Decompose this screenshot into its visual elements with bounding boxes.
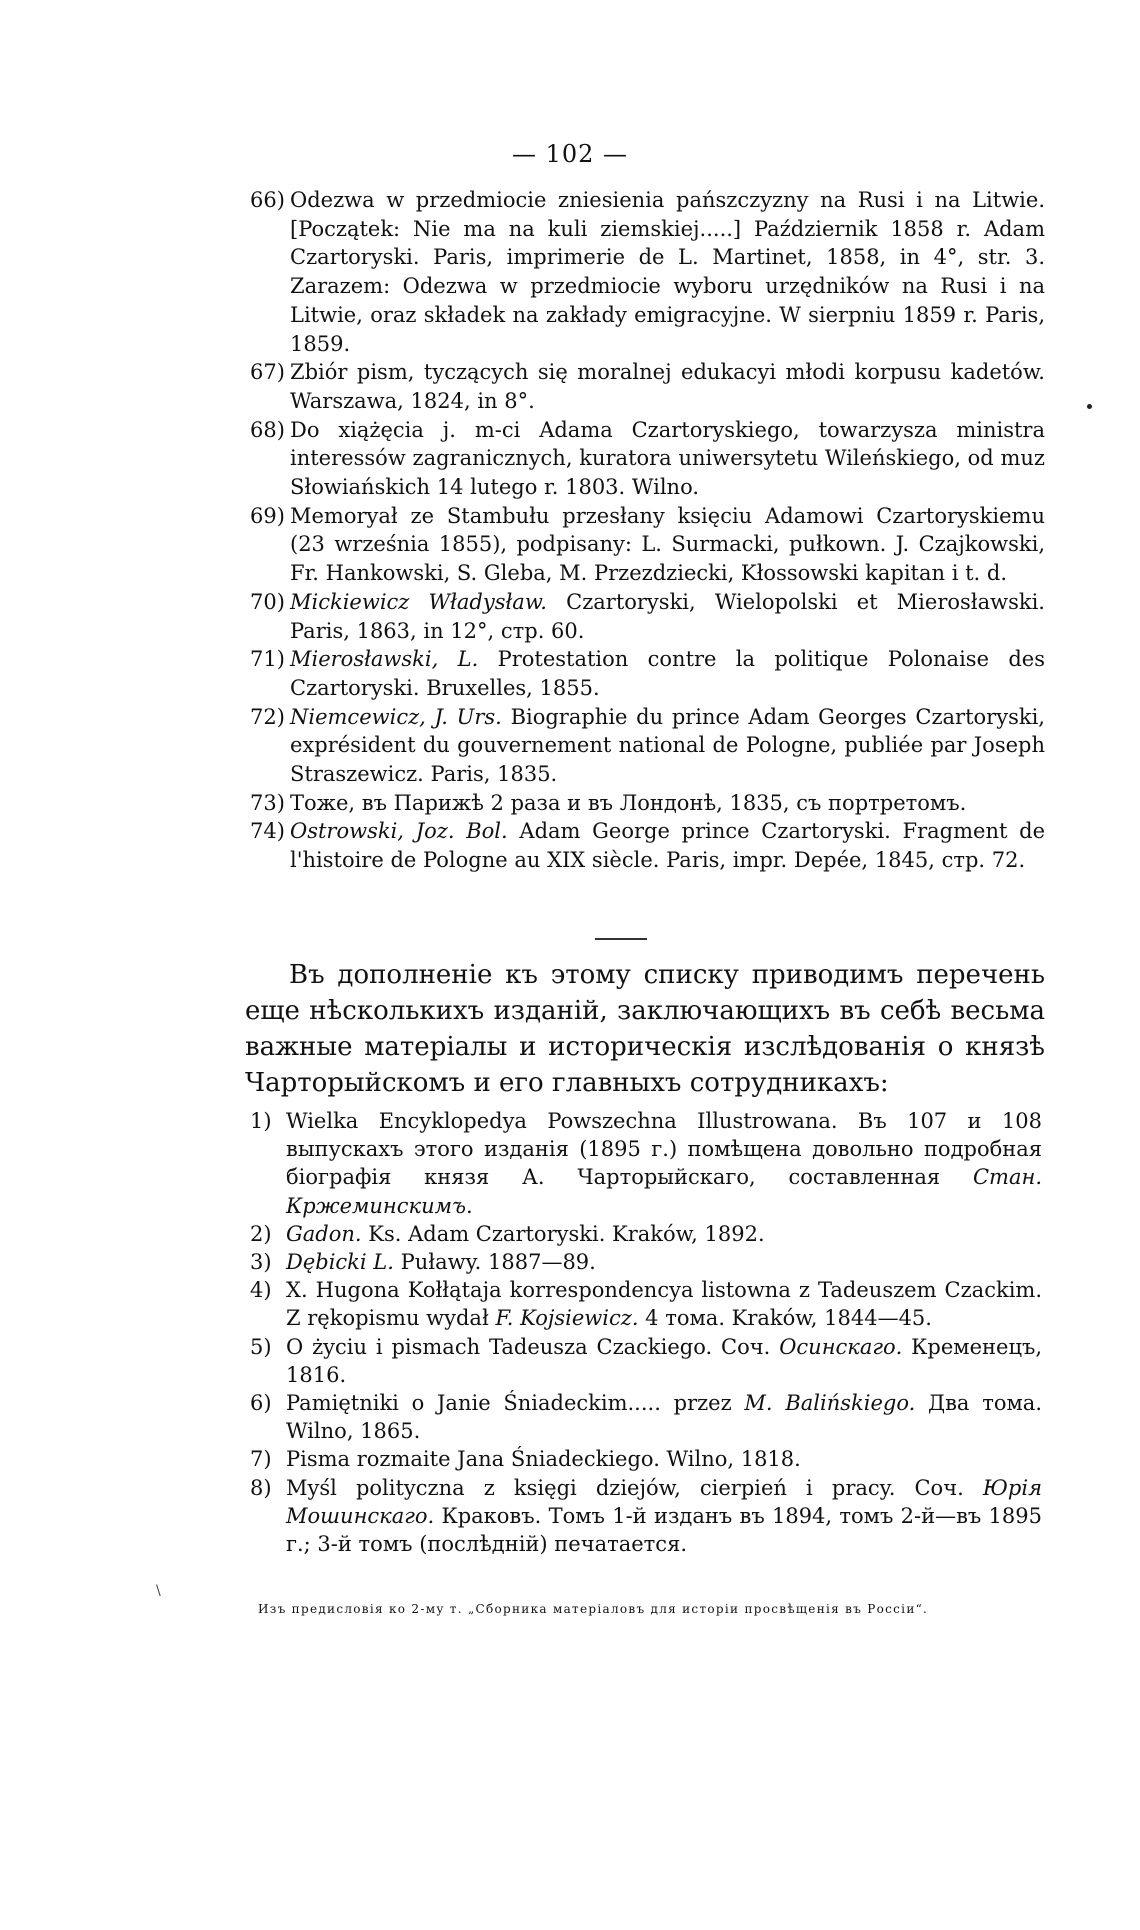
entry-main: Pamiętniki o Janie Śniadeckim..... przez <box>286 1391 732 1416</box>
entry-text <box>286 1474 1042 1559</box>
entry-author: Gadon. <box>286 1221 362 1246</box>
bibliography-entry <box>250 817 1045 874</box>
entry-author: Mierosławski, L. <box>290 647 479 672</box>
entry-number: 8) <box>250 1475 272 1500</box>
entry-number: 66) <box>250 188 285 212</box>
supplement-entry <box>250 1445 1042 1473</box>
entry-text: Memoryał ze Stambułu przesłany księciu Adamowi Czartoryskiemu (23 września 1855), podpisany: L. Surmacki, pułkown. J. Czajkowski, Fr. Hankowski, S. Gleba, M. Przezdziecki, Kłossowski kapitan i t. d. <box>290 503 1045 586</box>
bibliography-entry <box>250 416 1045 502</box>
entry-text <box>286 1107 1042 1220</box>
entry-text <box>286 1220 1042 1248</box>
bibliography-entry <box>250 703 1045 789</box>
entry-text: Do xiążęcia j. m-ci Adama Czartoryskiego, towarzysza ministra interessów zagranicznych, kuratora uniwersytetu Wileńskiego, od muz Słowiańskich 14 lutego r. 1803. Wilno. <box>290 417 1045 500</box>
entry-main: Wielka Encyklopedya Powszechna Illustrowana. Въ 107 и 108 выпускахъ этого изданія (1895 г.) помѣщена довольно подробная біографія князя А. Чарторыйскаго, составленная <box>286 1109 1042 1190</box>
source-footnote: Изъ предисловія ко 2-му т. „Сборника матеріаловъ для исторіи просвѣщенія въ Россіи“. <box>258 1602 929 1616</box>
intro-paragraph: Въ дополненіе къ этому списку приводимъ перечень еще нѣсколькихъ изданій, заключающихъ въ себѣ весьма важные матеріалы и историческія изслѣдованія о князѣ Чарторыйскомъ и его главныхъ сотрудникахъ: <box>245 960 1045 1098</box>
entry-text: Zbiór pism, tyczących się moralnej edukacyi młodi korpusu kadetów. Warszawa, 1824, in 8°. <box>290 360 1045 413</box>
entry-tail: Ks. Adam Czartoryski. Kraków, 1892. <box>361 1221 765 1246</box>
entry-author: Осинскаго. <box>779 1334 903 1359</box>
entry-number: 70) <box>250 589 285 614</box>
entry-tail: Кременецъ, 1816. <box>286 1334 1042 1387</box>
entry-text <box>286 1333 1042 1389</box>
entry-tail: Краковъ. Томъ 1-й изданъ въ 1894, томъ 2-й—въ 1895 г.; 3-й томъ (послѣдній) печатается. <box>286 1503 1042 1557</box>
entry-number: 67) <box>250 360 285 385</box>
entry-tail: . <box>466 1193 473 1218</box>
entry-tail: Два тома. Wilno, 1865. <box>286 1391 1042 1444</box>
bibliography-entry <box>250 502 1045 588</box>
entry-title: Biographie du prince Adam Georges Czartoryski, exprésident du gouvernement national de Pologne, publiée par Joseph Straszewicz. Paris, 1835. <box>290 704 1045 787</box>
supplement-list <box>250 1107 1042 1558</box>
entry-title: Adam George prince Czartoryski. Fragment de l'histoire de Pologne au XIX siècle. Paris, impr. Depée, 1845, стр. 72. <box>290 819 1045 873</box>
entry-title: Czartoryski, Wielopolski et Mierosławski. Paris, 1863, in 12°, стр. 60. <box>290 589 1045 643</box>
entry-text <box>290 645 1045 702</box>
entry-author: Mickiewicz Władysław. <box>290 589 547 614</box>
entry-text: Odezwa w przedmiocie zniesienia pańszczyzny na Rusi i na Litwie. [Początek: Nie ma na kuli ziemskiej.....] Październik 1858 r. Adam Czartoryski. Paris, imprimerie de L. Martinet, 1858, in 4°, str. 3. Zarazem: Odezwa w przedmiocie wyboru urzędników na Rusi i na Litwie, oraz składek na zakłady emigracyjne. W sierpniu 1859 r. Paris, 1859. <box>290 188 1045 356</box>
entry-author: Dębicki L. <box>286 1250 394 1275</box>
supplement-entry <box>250 1107 1042 1220</box>
entry-number: 7) <box>250 1447 272 1472</box>
entry-text <box>290 703 1045 789</box>
entry-author: Niemcewicz, J. Urs. <box>290 704 502 729</box>
entry-main: X. Hugona Kołłątaja korrespondencya listowna z Tadeuszem Czackim. Z rękopismu wydał <box>286 1278 1042 1331</box>
entry-text <box>290 817 1045 874</box>
entry-tail: 4 тома. Kraków, 1844—45. <box>638 1306 932 1331</box>
supplement-entry <box>250 1389 1042 1445</box>
bibliography-list <box>250 186 1045 875</box>
entry-text <box>290 588 1045 645</box>
page-number: — 102 — <box>511 140 629 168</box>
section-end-rule <box>595 938 647 940</box>
entry-number: 73) <box>250 790 285 815</box>
entry-text <box>286 1445 1042 1473</box>
bibliography-entry <box>250 186 1045 358</box>
entry-number: 72) <box>250 704 285 729</box>
entry-text <box>286 1276 1042 1332</box>
bibliography-entry <box>250 588 1045 645</box>
entry-number: 68) <box>250 417 285 442</box>
entry-number: 6) <box>250 1391 272 1416</box>
supplement-entry <box>250 1248 1042 1276</box>
entry-author: F. Kojsiewicz. <box>495 1306 639 1331</box>
supplement-entry <box>250 1276 1042 1332</box>
bibliography-entry <box>250 645 1045 702</box>
entry-text <box>286 1248 1042 1276</box>
entry-author: Стан. Кржеминскимъ <box>286 1165 1042 1218</box>
bibliography-entry <box>250 789 1045 818</box>
corner-mark: \ <box>156 1583 161 1599</box>
entry-number: 1) <box>250 1109 272 1133</box>
entry-author: Ostrowski, Joz. Bol. <box>290 819 508 844</box>
entry-number: 4) <box>250 1278 272 1303</box>
entry-main: O życiu i pismach Tadeusza Czackiego. Соч. <box>286 1334 771 1359</box>
entry-tail: Puławy. 1887—89. <box>393 1250 596 1275</box>
supplement-entry <box>250 1333 1042 1389</box>
entry-number: 3) <box>250 1250 272 1275</box>
entry-number: 2) <box>250 1221 272 1246</box>
entry-text <box>286 1389 1042 1445</box>
supplement-entry <box>250 1474 1042 1559</box>
entry-number: 69) <box>250 503 285 528</box>
entry-author: Юрія Мошинскаго. <box>286 1475 1042 1528</box>
entry-title: Protestation contre la politique Polonaise des Czartoryski. Bruxelles, 1855. <box>290 647 1045 700</box>
entry-main: Pisma rozmaite Jana Śniadeckiego. Wilno, 1818. <box>286 1447 801 1472</box>
supplement-entry <box>250 1220 1042 1248</box>
bibliography-entry <box>250 358 1045 415</box>
entry-main: Myśl polityczna z księgi dziejów, cierpień i pracy. Соч. <box>286 1475 964 1500</box>
entry-number: 5) <box>250 1334 272 1359</box>
margin-dot <box>1087 404 1092 409</box>
entry-text: Тоже, въ Парижѣ 2 раза и въ Лондонѣ, 1835, съ портретомъ. <box>290 790 967 815</box>
entry-author: M. Balińskiego. <box>744 1391 916 1416</box>
entry-number: 71) <box>250 647 285 672</box>
entry-number: 74) <box>250 819 285 844</box>
